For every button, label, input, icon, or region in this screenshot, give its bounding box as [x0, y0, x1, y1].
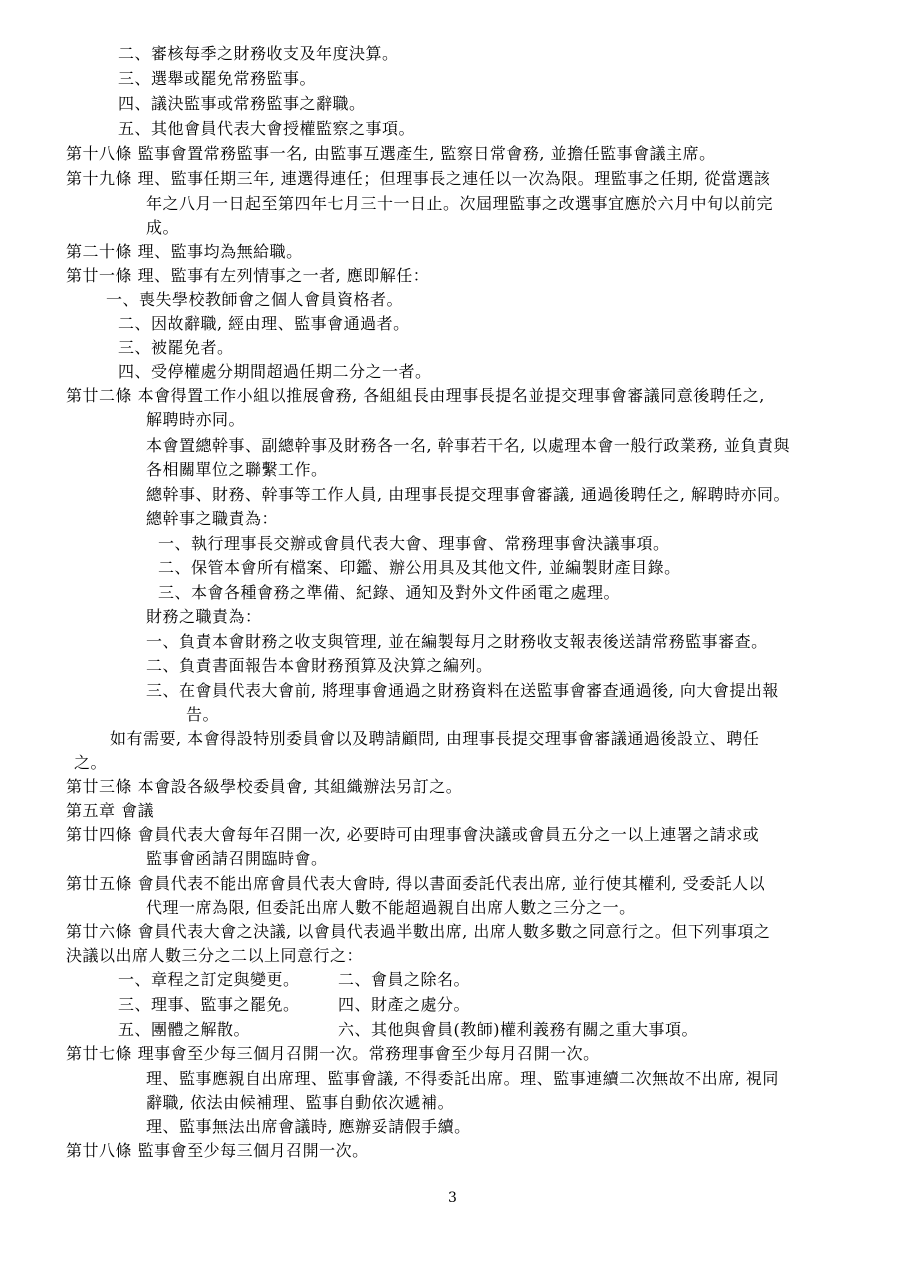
list-item: 六、其他與會員(教師)權利義務有關之重大事項。: [338, 1020, 698, 1039]
text-line: 四、受停權處分期間超過任期二分之一者。: [118, 362, 432, 381]
article-28: 第廿八條 監事會至少每三個月召開一次。: [66, 1141, 369, 1160]
text-line: 三、本會各種會務之準備、紀錄、通知及對外文件函電之處理。: [158, 583, 621, 602]
text-line: 成。: [146, 218, 180, 237]
text-line: 之。: [74, 753, 108, 772]
list-item: 一、章程之訂定與變更。: [118, 970, 300, 989]
text-line: 財務之職責為：: [146, 607, 262, 626]
text-line: 監事會函請召開臨時會。: [146, 849, 328, 868]
article-21: 第廿一條 理、監事有左列情事之一者, 應即解任：: [66, 266, 430, 285]
text-line: 二、審核每季之財務收支及年度決算。: [118, 44, 399, 63]
text-line: 二、因故辭職, 經由理、監事會通過者。: [118, 314, 410, 333]
text-line: 年之八月一日起至第四年七月三十一日止。次屆理監事之改選事宜應於六月中旬以前完: [146, 194, 774, 213]
text-line: 辭職, 依法由候補理、監事自動依次遞補。: [146, 1093, 455, 1112]
text-line: 一、負責本會財務之收支與管理, 並在編製每月之財務收支報表後送請常務監事審查。: [146, 632, 768, 651]
text-line: 理、監事應親自出席理、監事會議, 不得委託出席。理、監事連續二次無故不出席, 視同: [146, 1069, 779, 1088]
text-line: 一、喪失學校教師會之個人會員資格者。: [106, 290, 404, 309]
text-line: 總幹事之職責為：: [146, 509, 279, 528]
article-26: 第廿六條 會員代表大會之決議, 以會員代表過半數出席, 出席人數多數之同意行之。但下列事項之: [66, 922, 771, 941]
article-25: 第廿五條 會員代表不能出席會員代表大會時, 得以書面委託代表出席, 並行使其權利, 受委託人以: [66, 874, 766, 893]
article-27: 第廿七條 理事會至少每三個月召開一次。常務理事會至少每月召開一次。: [66, 1044, 600, 1063]
text-line: 二、保管本會所有檔案、印鑑、辦公用具及其他文件, 並編製財產目錄。: [158, 558, 681, 577]
text-line: 總幹事、財務、幹事等工作人員, 由理事長提交理事會審議, 通過後聘任之, 解聘時亦同。: [146, 485, 791, 504]
text-line: 一、執行理事長交辦或會員代表大會、理事會、常務理事會決議事項。: [158, 534, 670, 553]
article-20: 第二十條 理、監事均為無給職。: [66, 242, 303, 261]
text-line: 如有需要, 本會得設特別委員會以及聘請顧問, 由理事長提交理事會審議通過後設立、聘任: [110, 729, 760, 748]
text-line: 三、被罷免者。: [118, 338, 234, 357]
text-line: 各相關單位之聯繫工作。: [146, 460, 328, 479]
text-line: 本會置總幹事、副總幹事及財務各一名, 幹事若干名, 以處理本會一般行政業務, 並負責與: [146, 436, 791, 455]
text-line: 代理一席為限, 但委託出席人數不能超過親自出席人數之三分之一。: [146, 898, 636, 917]
text-line: 三、選舉或罷免常務監事。: [118, 69, 317, 88]
text-line: 四、議決監事或常務監事之辭職。: [118, 94, 366, 113]
text-line: 三、在會員代表大會前, 將理事會通過之財務資料在送監事會審查通過後, 向大會提出報: [146, 681, 779, 700]
list-item: 三、理事、監事之罷免。: [118, 995, 300, 1014]
text-line: 理、監事無法出席會議時, 應辦妥請假手續。: [146, 1117, 471, 1136]
page-number: 3: [448, 1190, 457, 1206]
text-line: 決議以出席人數三分之二以上同意行之：: [66, 946, 364, 965]
article-18: 第十八條 監事會置常務監事一名, 由監事互選產生, 監察日常會務, 並擔任監事會議主席。: [66, 144, 716, 163]
article-22: 第廿二條 本會得置工作小組以推展會務, 各組組長由理事長提名並提交理事會審議同意後聘任之,: [66, 386, 765, 405]
article-19: 第十九條 理、監事任期三年, 連選得連任；但理事長之連任以一次為限。理監事之任期, 從當選該: [66, 169, 771, 188]
article-23: 第廿三條 本會設各級學校委員會, 其組織辦法另訂之。: [66, 777, 463, 796]
text-line: 五、其他會員代表大會授權監察之事項。: [118, 119, 416, 138]
list-item: 二、會員之除名。: [338, 970, 471, 989]
list-item: 五、團體之解散。: [118, 1020, 251, 1039]
chapter-heading: 第五章 會議: [66, 801, 155, 820]
list-item: 四、財產之處分。: [338, 995, 471, 1014]
text-line: 解聘時亦同。: [146, 410, 246, 429]
text-line: 二、負責書面報告本會財務預算及決算之編列。: [146, 656, 493, 675]
text-line: 告。: [186, 705, 220, 724]
article-24: 第廿四條 會員代表大會每年召開一次, 必要時可由理事會決議或會員五分之一以上連署之請求或: [66, 825, 760, 844]
